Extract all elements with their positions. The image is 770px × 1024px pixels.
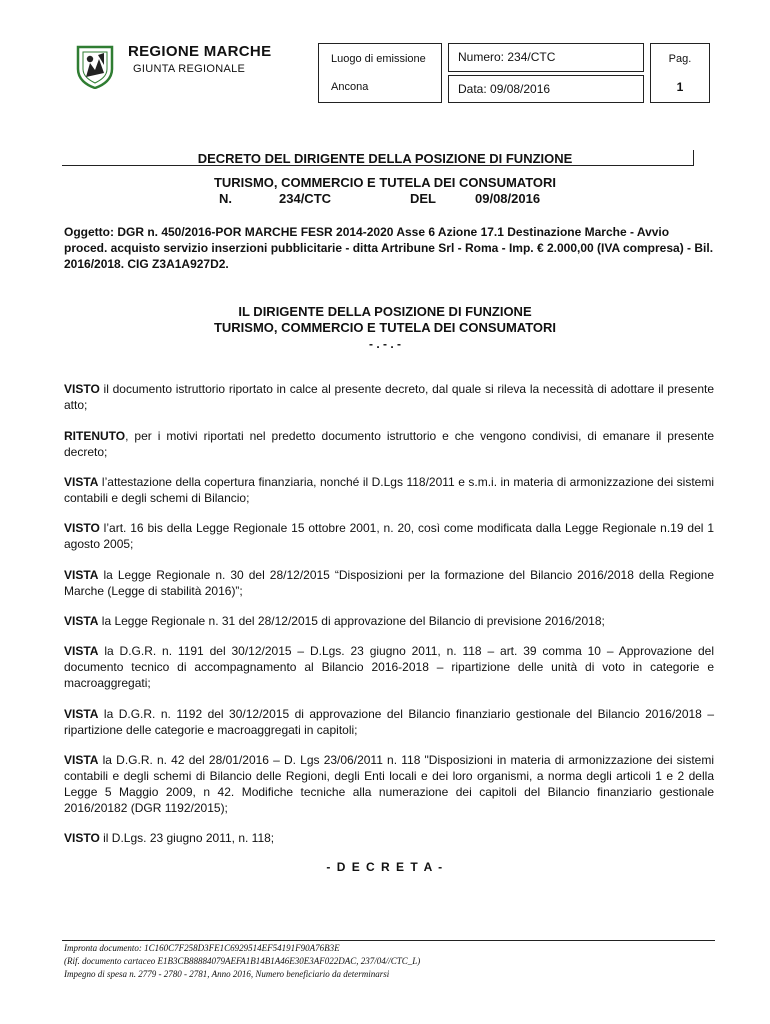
decree-number: 234/CTC — [279, 191, 332, 206]
subject: Oggetto: DGR n. 450/2016-POR MARCHE FESR 2014-2020 Asse 6 Azione 17.1 Destinazione Marche - Avvio proced. acquisto servizio inserzioni pubblicitarie - ditta Artribune Srl - Roma - Imp. € 2.000,00 (IVA compresa) - Bil. 2016/2018. CIG Z3A1A927D2. — [64, 225, 714, 271]
luogo-box — [318, 43, 442, 103]
paragraph-lead: VISTA — [64, 753, 99, 767]
footer-reference: (Rif. documento cartaceo E1B3CB88884079AEFA1B14B1A46E30E3AF022DAC, 237/04//CTC_L) — [64, 956, 421, 966]
paragraph-2 — [64, 428, 714, 460]
luogo-value: Ancona — [331, 81, 369, 93]
paragraph-text: l’attestazione della copertura finanziaria, nonché il D.Lgs 118/2011 e s.m.i. in materia di armonizzazione dei sistemi contabili e degli schemi di Bilancio; — [64, 475, 714, 505]
dirigente-heading — [0, 304, 770, 336]
paragraph-7 — [64, 643, 714, 691]
luogo-label: Luogo di emissione — [331, 53, 426, 65]
paragraph-lead: VISTO — [64, 521, 100, 535]
paragraph-text: il documento istruttorio riportato in calce al presente decreto, dal quale si rileva la necessità di adottare il presente atto; — [64, 382, 714, 412]
paragraph-text: la D.G.R. n. 1192 del 30/12/2015 di approvazione del Bilancio finanziario gestionale del Bilancio 2016/2018 – ripartizione delle categorie e macroaggregati in capitoli; — [64, 707, 714, 737]
separator: - . - . - — [369, 337, 401, 351]
paragraph-lead: VISTA — [64, 568, 99, 582]
org-subtitle: GIUNTA REGIONALE — [133, 63, 246, 75]
page-number: 1 — [676, 80, 684, 94]
title-rule-tick — [693, 150, 694, 165]
page-box — [650, 43, 710, 103]
paragraph-lead: VISTA — [64, 644, 99, 658]
footer-commitment: Impegno di spesa n. 2779 - 2780 - 2781, Anno 2016, Numero beneficiario da determinarsi — [64, 969, 390, 979]
numero-box — [448, 43, 644, 72]
decree-date: 09/08/2016 — [475, 191, 541, 206]
decree-title: DECRETO DEL DIRIGENTE DELLA POSIZIONE DI FUNZIONE — [197, 151, 573, 166]
paragraph-1 — [64, 381, 714, 413]
paragraph-6 — [64, 613, 714, 629]
paragraph-8 — [64, 706, 714, 738]
paragraph-lead: RITENUTO — [64, 429, 126, 443]
paragraph-lead: VISTO — [64, 382, 100, 396]
decreta-heading: - D E C R E T A - — [326, 860, 444, 874]
dirigente-line1: IL DIRIGENTE DELLA POSIZIONE DI FUNZIONE — [238, 304, 532, 319]
decree-del-label: DEL — [410, 191, 436, 206]
data-value: Data: 09/08/2016 — [458, 82, 551, 96]
org-name: REGIONE MARCHE — [128, 43, 272, 60]
paragraph-lead: VISTA — [64, 614, 99, 628]
numero-value: Numero: 234/CTC — [458, 50, 556, 64]
decree-n-label: N. — [219, 191, 232, 206]
paragraph-3 — [64, 474, 714, 506]
paragraph-lead: VISTA — [64, 475, 99, 489]
paragraph-text: il D.Lgs. 23 giugno 2011, n. 118; — [99, 831, 275, 845]
page-label: Pag. — [668, 53, 692, 65]
data-box — [448, 75, 644, 103]
title-rule — [62, 165, 694, 166]
paragraph-text: la D.G.R. n. 42 del 28/01/2016 – D. Lgs 23/06/2011 n. 118 "Disposizioni in materia di armonizzazione dei sistemi contabili e degli schemi di Bilancio delle Regioni, degli Enti locali e dei loro organismi, a norma degli articoli 1 e 2 della Legge 5 Maggio 2009, n 42. Modifiche tecniche alla numerazione dei capitoli del Bilancio finanziario gestionale 2016/20182 (DGR 1192/2015); — [64, 753, 714, 815]
paragraph-4 — [64, 520, 714, 552]
dirigente-line2: TURISMO, COMMERCIO E TUTELA DEI CONSUMATORI — [213, 320, 557, 335]
paragraph-text: la Legge Regionale n. 30 del 28/12/2015 “Disposizioni per la formazione del Bilancio 2016/2018 della Regione Marche (Legge di stabilità 2016)”; — [64, 568, 714, 598]
footer-rule — [62, 940, 715, 941]
paragraph-text: , per i motivi riportati nel predetto documento istruttorio e che vengono condivisi, di emanare il presente decreto; — [64, 429, 714, 459]
paragraph-text: l’art. 16 bis della Legge Regionale 15 ottobre 2001, n. 20, così come modificata dalla Legge Regionale n.19 del 1 agosto 2005; — [64, 521, 714, 551]
paragraph-5 — [64, 567, 714, 599]
paragraph-lead: VISTA — [64, 707, 99, 721]
paragraph-text: la Legge Regionale n. 31 del 28/12/2015 di approvazione del Bilancio di previsione 2016/2018; — [98, 614, 605, 628]
paragraph-9 — [64, 752, 714, 816]
footer-fingerprint: Impronta documento: 1C160C7F258D3FE1C6929514EF54191F90A76B3E — [64, 943, 340, 953]
regione-marche-logo-icon — [74, 43, 116, 89]
decree-office: TURISMO, COMMERCIO E TUTELA DEI CONSUMATORI — [213, 175, 557, 190]
paragraph-lead: VISTO — [64, 831, 100, 845]
paragraph-text: la D.G.R. n. 1191 del 30/12/2015 – D.Lgs. 23 giugno 2011, n. 118 – art. 39 comma 10 – Approvazione del documento tecnico di accompagnamento al Bilancio 2016-2018 – ripartizione delle unità di voto in categorie e macroaggregati; — [64, 644, 714, 690]
paragraph-10 — [64, 830, 714, 846]
